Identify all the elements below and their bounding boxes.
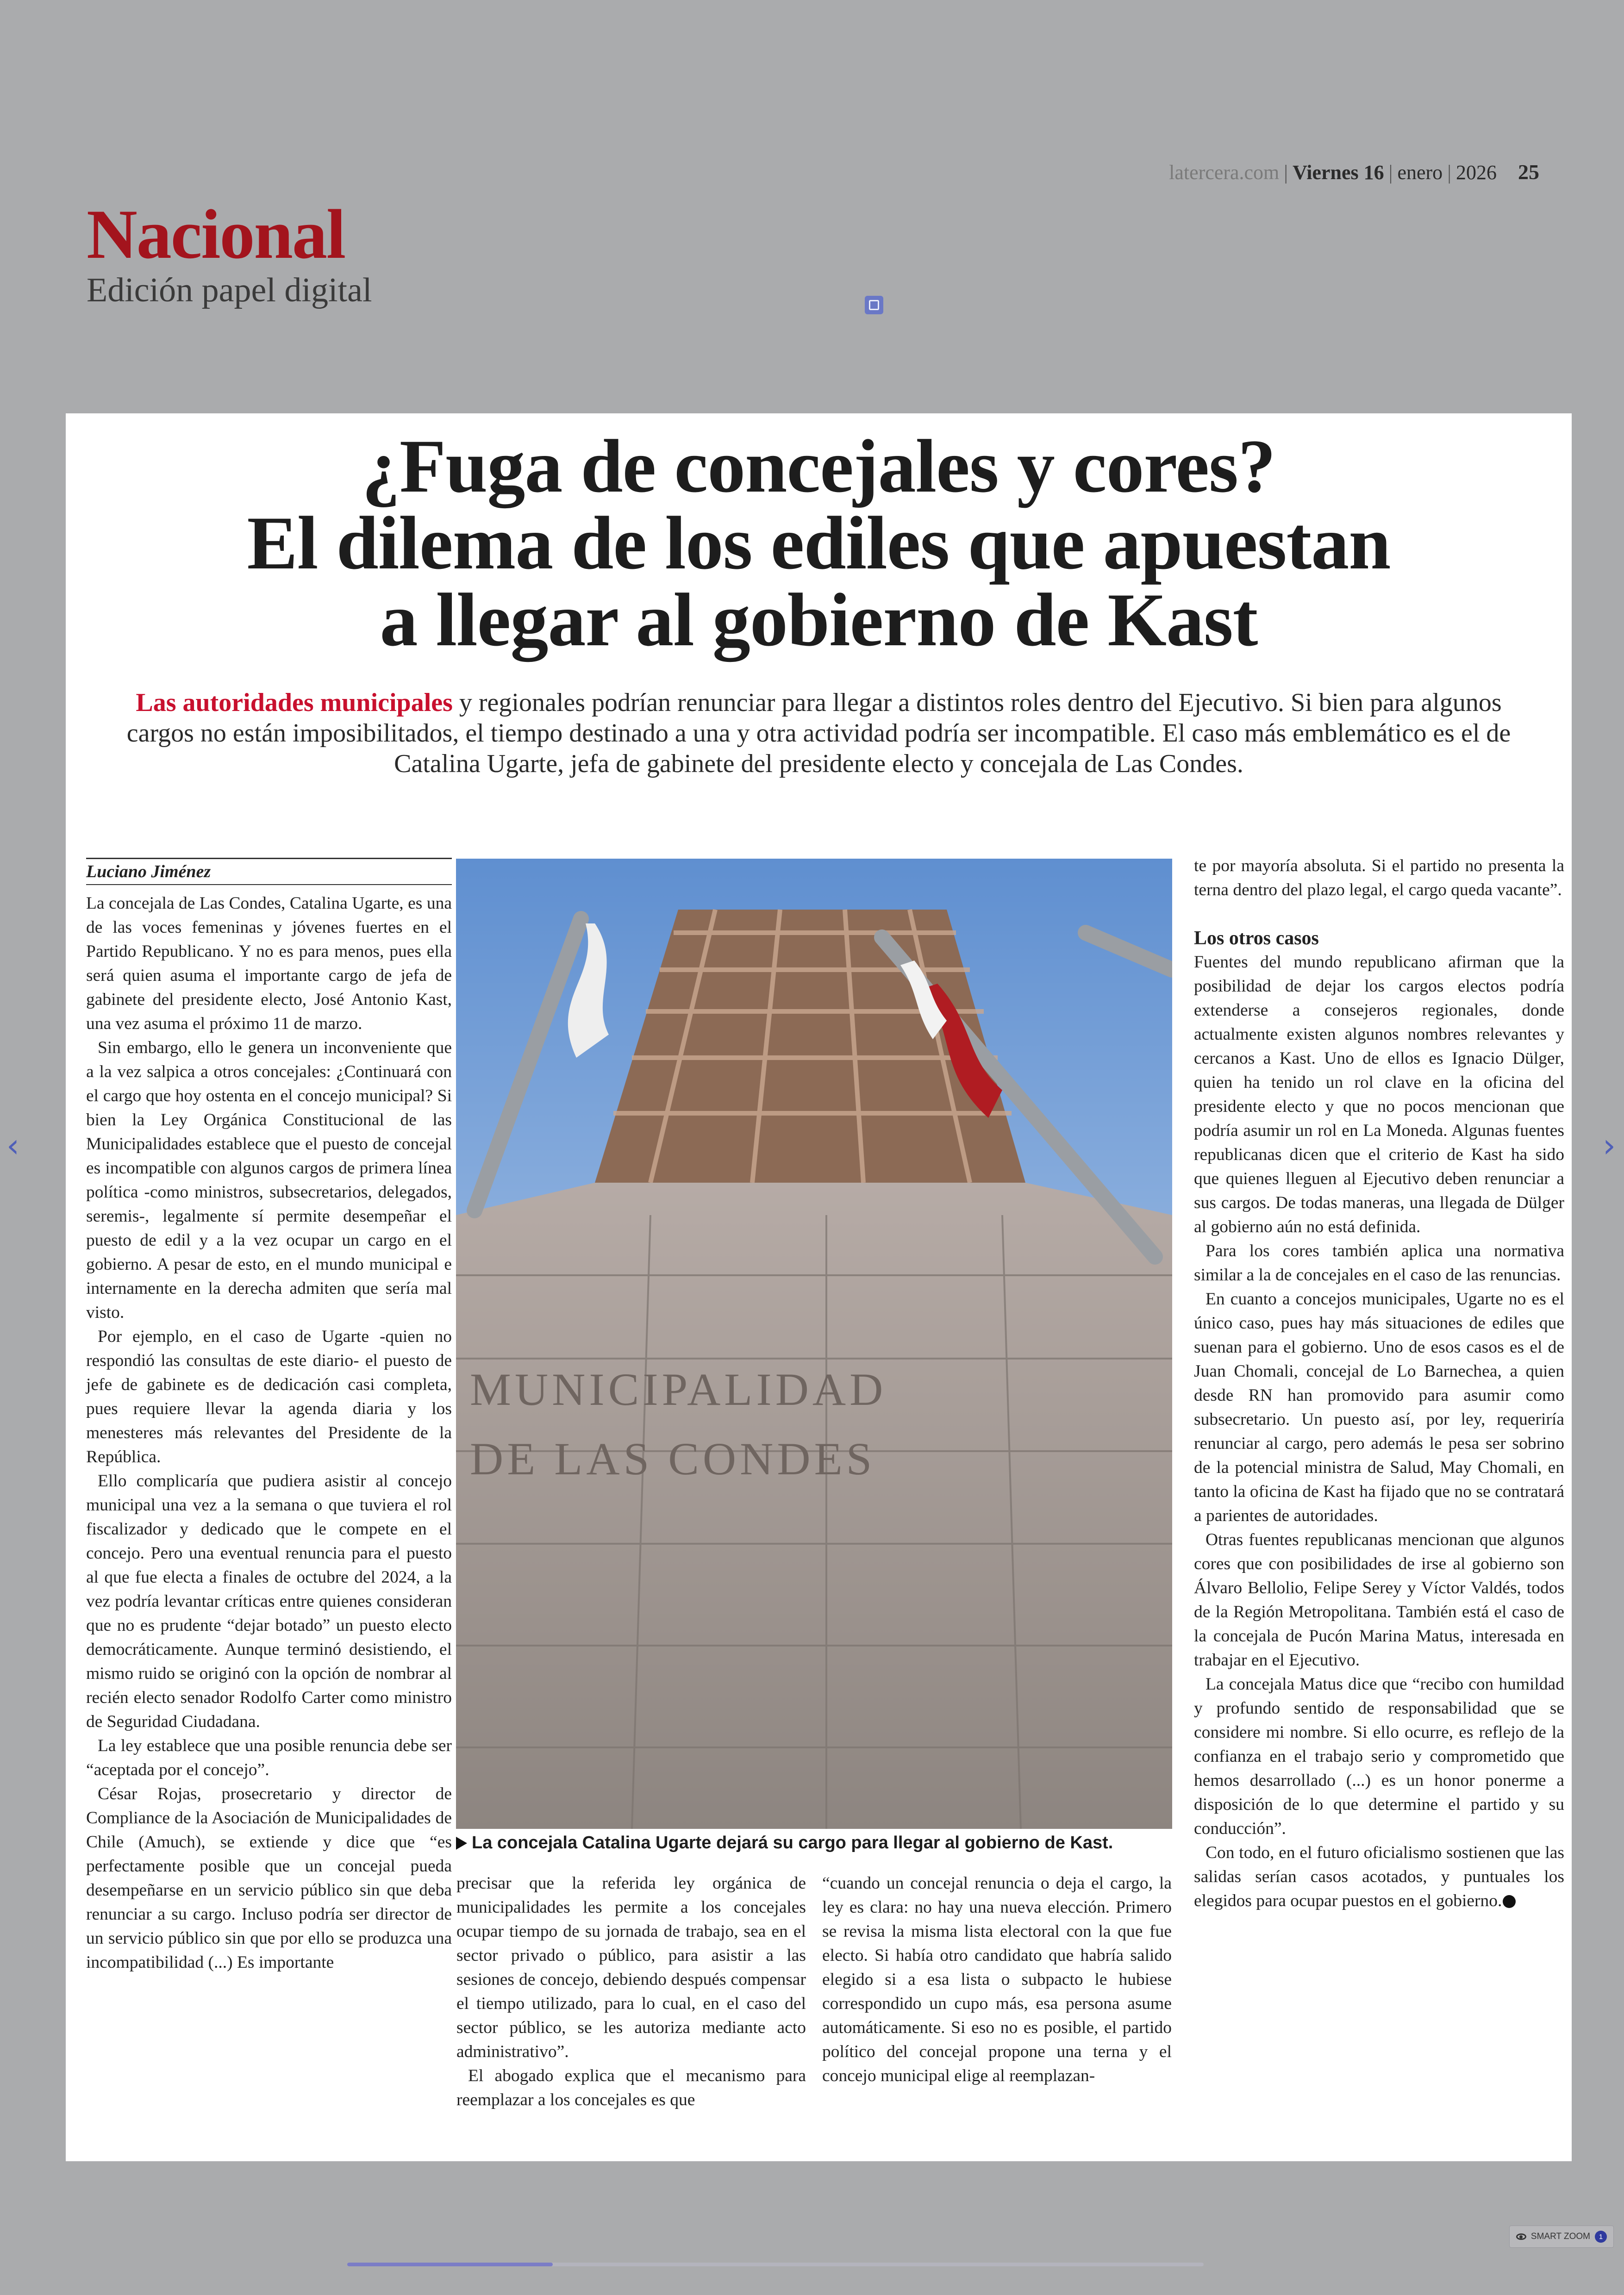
paragraph: Por ejemplo, en el caso de Ugarte -quien no respondió las consultas de este diario- el puesto de jefe de gabinete es de dedicación casi completa, pues requiere llevar la agenda diaria y los menesteres más relevantes del Presidente de la República. (86, 1327, 452, 1466)
paragraph-text: Con todo, en el futuro oficialismo sostienen que las salidas serían casos acotados, y puntuales los elegidos para ocupar puestos en el gobierno. (1194, 1843, 1564, 1910)
page-progress-fill (347, 2263, 553, 2266)
paragraph: Sin embargo, ello le genera un inconveniente que a la vez salpica a otros concejales: ¿Continuará con el cargo que hoy ostenta en el concejo municipal? Si bien la Ley Orgánica Constitucional de las Municipalidades establece que el puesto de concejal es incompatible con algunos cargos de primera línea política -como ministros, subsecretarios, delegados, seremis-, legalmente sí permite desempeñar el puesto de edil y a la vez ocupar un cargo en el gobierno. A pesar de esto, en el mundo municipal e internamente en la derecha admiten que sería mal visto. (86, 1038, 452, 1322)
photo-caption (456, 1832, 1172, 1854)
lead-paragraph (117, 687, 1521, 779)
article-column-3 (822, 1871, 1172, 2088)
paragraph: La concejala Matus dice que “recibo con humildad y profundo sentido de responsabilidad que se considere mi nombre. Si ello ocurre, es reflejo de la confianza en el trabajo serio y comprometido que hemos desarrollado (...) es un honor ponerme a disposición de lo que determine el partido y su conducción”. (1194, 1675, 1564, 1838)
byline: Luciano Jiménez (86, 858, 452, 885)
paragraph: te por mayoría absoluta. Si el partido no presenta la terna dentro del plazo legal, el cargo queda vacante”. (1194, 856, 1564, 899)
article-column-1 (86, 858, 452, 1975)
headline-line: a llegar al gobierno de Kast (380, 578, 1258, 662)
headline-line: ¿Fuga de concejales y cores? (362, 424, 1275, 508)
article-column-2 (456, 1871, 806, 2112)
smart-zoom-label: SMART ZOOM (1530, 2232, 1590, 2241)
paragraph: El abogado explica que el mecanismo para reemplazar a los concejales es que (456, 2066, 806, 2109)
paragraph: Ello complicaría que pudiera asistir al concejo municipal una vez a la semana o que tuviera el rol fiscalizador y dedicado que le compete en el concejo. Pero una eventual renuncia para el puesto al que fue electa a finales de octubre del 2024, a la vez podría levantar críticas entre quienes consideran que no es prudente “dejar botado” un puesto electo democráticamente. Aunque terminó desistiendo, el mismo ruido se originó con la opción de nombrar al recién electo senador Rodolfo Carter como ministro de Seguridad Ciudadana. (86, 1472, 452, 1731)
next-page-arrow-icon[interactable]: › (1603, 1127, 1616, 1165)
smart-zoom-badge: 1 (1595, 2231, 1607, 2243)
edition-subtitle: Edición papel digital (87, 271, 372, 309)
article-photo[interactable] (456, 859, 1172, 1829)
headline (66, 424, 1572, 662)
paragraph: La concejala de Las Condes, Catalina Ugarte, es una de las voces femeninas y jóvenes fuertes en el Partido Republicano. Y no es para menos, pues ella será quien asuma el importante cargo de jefa de gabinete del presidente electo, José Antonio Kast, una vez asuma el próximo 11 de marzo. (86, 894, 452, 1033)
lead-highlight: Las autoridades municipales (136, 688, 453, 717)
weekday: Viernes 16 (1293, 161, 1384, 184)
article-column-4 (1194, 854, 1564, 1913)
section-title: Nacional (87, 195, 345, 273)
photo-inscription: DE LAS CONDES (470, 1433, 876, 1484)
paragraph: precisar que la referida ley orgánica de municipalidades les permite a los concejales ocupar tiempo de su jornada de trabajo, sea en el sector privado o público, para asistir a las sesiones de concejo, debiendo después compensar el tiempo utilizado, para lo cual, en el caso del sector público, se les autoriza mediante acto administrativo”. (456, 1874, 806, 2061)
paragraph (1194, 1841, 1564, 1913)
building-photo-image (456, 859, 1172, 1829)
subhead: Los otros casos (1194, 928, 1319, 949)
photo-inscription: MUNICIPALIDAD (470, 1364, 887, 1415)
dateline: latercera.com | Viernes 16 | enero | 2026 25 (1169, 160, 1539, 184)
page-progress-bar[interactable] (347, 2263, 1204, 2266)
page-number: 25 (1518, 160, 1539, 184)
end-mark-icon (1503, 1895, 1516, 1908)
site-name: latercera.com (1169, 161, 1280, 184)
eye-icon (1516, 2233, 1526, 2240)
paragraph: En cuanto a concejos municipales, Ugarte no es el único caso, pues hay más situaciones de ediles que suenan para el gobierno. Uno de esos casos es el de Juan Chomali, concejal de Lo Barnechea, a quien desde RN han promovido para asumir como subsecretario. Un puesto así, por ley, requeriría renunciar al cargo, pero además le pesa ser sobrino de la potencial ministra de Salud, May Chomali, en tanto la oficina de Kast ha fijado que no se contratará a parientes de autoridades. (1194, 1290, 1564, 1525)
month: enero (1397, 161, 1443, 184)
paragraph: Fuentes del mundo republicano afirman que la posibilidad de dejar los cargos electos podría extenderse a consejeros regionales, donde actualmente existen algunos nombres relevantes y cercanos a Kast. Uno de ellos es Ignacio Dülger, quien ha tenido un rol clave en la oficina del presidente electo y que no pocos mencionan que podría asumir un rol en La Moneda. Algunas fuentes republicanas dicen que el criterio de Kast ha sido que quienes lleguen al Ejecutivo deben renunciar a sus cargos. De todas maneras, una llegada de Dülger al gobierno aún no está definida. (1194, 953, 1564, 1236)
year: 2026 (1456, 161, 1497, 184)
paragraph: La ley establece que una posible renuncia debe ser “aceptada por el concejo”. (86, 1736, 452, 1779)
paragraph: “cuando un concejal renuncia o deja el cargo, la ley es clara: no hay una nueva elección. Primero se revisa la misma lista electoral con la que fue electo. Si había otro candidato que habría salido elegido si a esa lista o subpacto le hubiese correspondido un cupo más, esa persona asume automáticamente. Si eso no es posible, el partido político del concejal propone una terna y el concejo municipal elige al reemplazan- (822, 1874, 1172, 2085)
headline-line: El dilema de los ediles que apuestan (247, 501, 1391, 585)
prev-page-arrow-icon[interactable]: ‹ (6, 1127, 19, 1165)
newspaper-page (66, 413, 1572, 2161)
caption-text: La concejala Catalina Ugarte dejará su cargo para llegar al gobierno de Kast. (472, 1833, 1113, 1852)
smart-zoom-button[interactable] (1509, 2226, 1614, 2248)
paragraph: César Rojas, prosecretario y director de Compliance de la Asociación de Municipalidades de Chile (Amuch), se extiende y dice que “es perfectamente posible que un concejal pueda desempeñarse en un servicio público sin que deba renunciar a su cargo. Incluso podría ser director de un servicio público sin que por ello se produzca una incompatibilidad (...) Es importante (86, 1784, 452, 1972)
lead-text: y regionales podrían renunciar para llegar a distintos roles dentro del Ejecutivo. Si bien para algunos cargos no están imposibilitados, el tiempo destinado a una y otra actividad podría ser incompatible. El caso más emblemático es el de Catalina Ugarte, jefa de gabinete del presidente electo y concejala de Las Condes. (126, 688, 1511, 778)
paragraph: Para los cores también aplica una normativa similar a la de concejales en el caso de las renuncias. (1194, 1241, 1564, 1285)
caption-triangle-icon (456, 1837, 467, 1850)
note-icon[interactable] (865, 296, 883, 314)
paragraph: Otras fuentes republicanas mencionan que algunos cores que con posibilidades de irse al gobierno son Álvaro Bellolio, Felipe Serey y Víctor Valdés, todos de la Región Metropolitana. También está el caso de la concejala de Pucón Marina Matus, interesada en trabajar en el Ejecutivo. (1194, 1530, 1564, 1670)
